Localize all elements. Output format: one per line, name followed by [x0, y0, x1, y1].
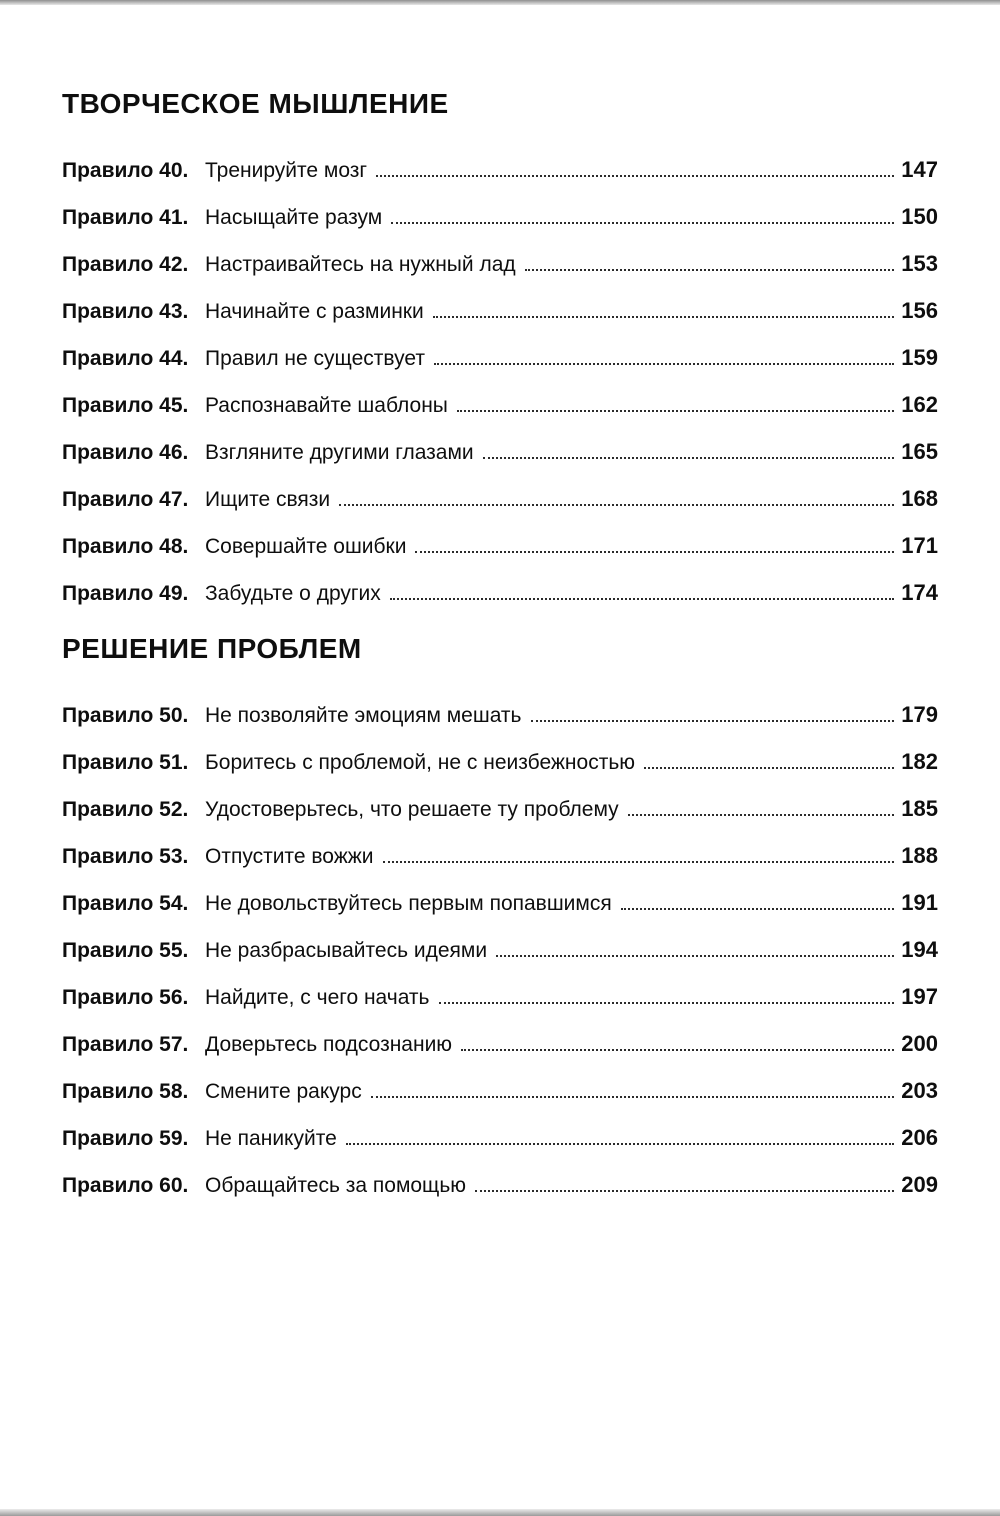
toc-entry	[62, 1079, 938, 1103]
toc-entry-title: Смените ракурс	[205, 1080, 362, 1103]
toc-entry-label: Правило 60.	[62, 1174, 189, 1197]
toc-entry-title: Отпустите вожжи	[205, 845, 374, 868]
toc-entry-title: Доверьтесь подсознанию	[205, 1033, 453, 1056]
toc-entry-title: Распознавайте шаблоны	[205, 394, 448, 417]
dot-leader	[457, 410, 894, 412]
toc-entry	[62, 252, 938, 276]
toc-entry	[62, 205, 938, 229]
toc-entry-label: Правило 54.	[62, 892, 189, 915]
toc-entry-label: Правило 50.	[62, 704, 189, 727]
toc-entry-label: Правило 52.	[62, 798, 189, 821]
toc-entry-page: 162	[901, 392, 938, 417]
toc-entry-label: Правило 40.	[62, 159, 189, 182]
toc-entry-title: Не довольствуйтесь первым попавшимся	[205, 892, 612, 915]
dot-leader	[461, 1049, 894, 1051]
dot-leader	[628, 814, 895, 816]
toc-entry-page: 168	[901, 486, 938, 511]
toc-entry-title: Начинайте с разминки	[205, 300, 424, 323]
dot-leader	[621, 908, 895, 910]
toc-entry-label: Правило 47.	[62, 488, 189, 511]
toc-entry-label: Правило 43.	[62, 300, 189, 323]
scan-edge-bottom	[0, 1509, 1000, 1516]
toc-entry-title: Насыщайте разум	[205, 206, 383, 229]
toc-entry	[62, 938, 938, 962]
toc-entry	[62, 703, 938, 727]
toc-entry	[62, 1173, 938, 1197]
toc-entry-page: 209	[901, 1172, 938, 1197]
toc-entry-title: Взгляните другими глазами	[205, 441, 474, 464]
toc-section	[62, 635, 938, 1197]
toc-entry	[62, 1032, 938, 1056]
toc-entry	[62, 534, 938, 558]
toc-entry	[62, 299, 938, 323]
toc-entry-page: 171	[901, 533, 938, 558]
toc-entry-page: 182	[901, 749, 938, 774]
toc-entry-page: 185	[901, 796, 938, 821]
toc-entry-title: Не позволяйте эмоциям мешать	[205, 704, 522, 727]
toc-entry-title: Обращайтесь за помощью	[205, 1174, 467, 1197]
toc-entry-label: Правило 42.	[62, 253, 189, 276]
toc-entry-title: Настраивайтесь на нужный лад	[205, 253, 516, 276]
toc-entry-label: Правило 58.	[62, 1080, 189, 1103]
toc-entry	[62, 487, 938, 511]
toc-entry-label: Правило 57.	[62, 1033, 189, 1056]
toc-section	[62, 90, 938, 605]
toc-entry	[62, 891, 938, 915]
toc-entry-title: Совершайте ошибки	[205, 535, 407, 558]
dot-leader	[390, 598, 894, 600]
dot-leader	[376, 175, 894, 177]
toc-entry	[62, 393, 938, 417]
dot-leader	[433, 316, 895, 318]
dot-leader	[339, 504, 894, 506]
toc-entry	[62, 844, 938, 868]
toc-entry-title: Правил не существует	[205, 347, 425, 370]
dot-leader	[391, 222, 894, 224]
toc-entry-page: 188	[901, 843, 938, 868]
toc-entry-label: Правило 48.	[62, 535, 189, 558]
dot-leader	[346, 1143, 895, 1145]
toc-entry	[62, 346, 938, 370]
toc-entry-title: Не паникуйте	[205, 1127, 337, 1150]
toc-entry-title: Не разбрасывайтесь идеями	[205, 939, 488, 962]
toc-entry-label: Правило 56.	[62, 986, 189, 1009]
dot-leader	[415, 551, 894, 553]
toc-entry-page: 191	[901, 890, 938, 915]
toc-entry-page: 206	[901, 1125, 938, 1150]
section-heading: РЕШЕНИЕ ПРОБЛЕМ	[62, 633, 362, 664]
toc-entry-page: 159	[901, 345, 938, 370]
dot-leader	[383, 861, 895, 863]
toc-entry-page: 200	[901, 1031, 938, 1056]
toc-entry-page: 194	[901, 937, 938, 962]
dot-leader	[483, 457, 895, 459]
toc-entry-page: 150	[901, 204, 938, 229]
toc-entry	[62, 985, 938, 1009]
toc-entry-label: Правило 49.	[62, 582, 189, 605]
dot-leader	[496, 955, 894, 957]
toc-entry-title: Найдите, с чего начать	[205, 986, 430, 1009]
section-heading: ТВОРЧЕСКОЕ МЫШЛЕНИЕ	[62, 88, 449, 119]
toc-entry-label: Правило 41.	[62, 206, 189, 229]
dot-leader	[371, 1096, 895, 1098]
toc-entry-title: Тренируйте мозг	[205, 159, 368, 182]
toc-entry-page: 174	[901, 580, 938, 605]
toc-entry-page: 156	[901, 298, 938, 323]
toc-entry-title: Удостоверьтесь, что решаете ту проблему	[205, 798, 619, 821]
toc-entry-page: 147	[901, 157, 938, 182]
toc-entry-title: Ищите связи	[205, 488, 331, 511]
toc-entry-label: Правило 53.	[62, 845, 189, 868]
dot-leader	[434, 363, 894, 365]
toc-entry-label: Правило 59.	[62, 1127, 189, 1150]
toc-entry-label: Правило 44.	[62, 347, 189, 370]
toc-entry-page: 179	[901, 702, 938, 727]
toc-entry-label: Правило 51.	[62, 751, 189, 774]
dot-leader	[531, 720, 895, 722]
toc-entry	[62, 581, 938, 605]
toc-entry	[62, 1126, 938, 1150]
dot-leader	[525, 269, 895, 271]
toc-entry-label: Правило 45.	[62, 394, 189, 417]
toc-entry-label: Правило 55.	[62, 939, 189, 962]
toc-entry-page: 197	[901, 984, 938, 1009]
dot-leader	[439, 1002, 895, 1004]
toc-entry-page: 203	[901, 1078, 938, 1103]
toc-entry-title: Забудьте о других	[205, 582, 381, 605]
toc-entry	[62, 750, 938, 774]
toc-entry-page: 165	[901, 439, 938, 464]
toc-entry-label: Правило 46.	[62, 441, 189, 464]
toc-entry	[62, 158, 938, 182]
toc-entry-title: Боритесь с проблемой, не с неизбежностью	[205, 751, 636, 774]
toc-entry	[62, 440, 938, 464]
toc-entry	[62, 797, 938, 821]
toc-entry-page: 153	[901, 251, 938, 276]
dot-leader	[644, 767, 894, 769]
dot-leader	[475, 1190, 894, 1192]
